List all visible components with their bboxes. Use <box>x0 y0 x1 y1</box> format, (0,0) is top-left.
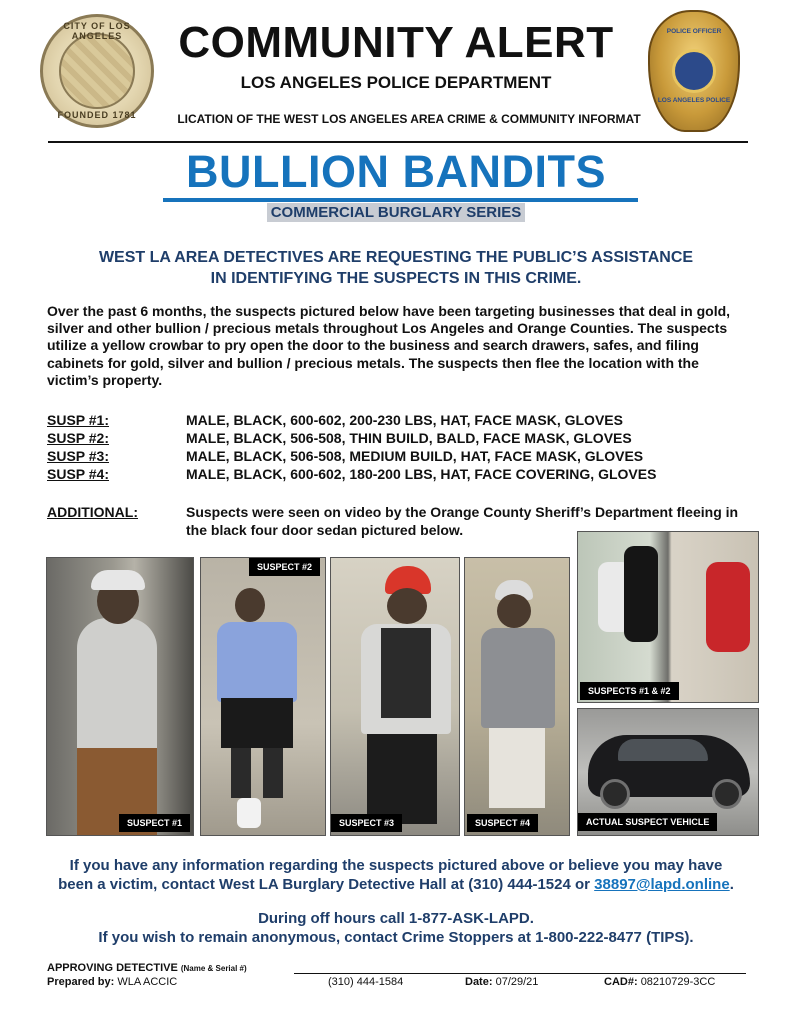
suspect-4-photo <box>464 557 570 836</box>
request-line-2: IN IDENTIFYING THE SUSPECTS IN THIS CRIME. <box>210 270 582 287</box>
approving-sublabel: (Name & Serial #) <box>180 964 247 973</box>
page-title: COMMUNITY ALERT <box>178 18 614 67</box>
seal-top-text: CITY OF LOS ANGELES <box>63 21 131 41</box>
prepared-phone: (310) 444-1584 <box>328 976 404 988</box>
suspect-row <box>47 447 752 465</box>
report-date <box>465 976 538 988</box>
suspects-1-2-photo <box>577 531 759 703</box>
contact-line-2-text: been a victim, contact West LA Burglary Detective Hall at (310) 444-1524 or <box>58 876 595 893</box>
police-badge-logo <box>648 10 740 132</box>
alert-subheadline: COMMERCIAL BURGLARY SERIES <box>267 203 526 222</box>
email-link[interactable]: 38897@lapd.online <box>594 876 730 893</box>
incident-summary: Over the past 6 months, the suspects pictured below have been targeting businesses that deal in gold, silver and other bullion / precious metals throughout Los Angeles and Orange Counties. The suspects utilize a yellow crowbar to pry open the door to the business and search drawers, safes, and filing cabinets for gold, silver and bullion / precious metals. The suspects then flee the location with the victim’s property. <box>47 303 731 388</box>
suspect-vehicle-photo <box>577 708 759 836</box>
contact-line-2-end: . <box>729 876 734 893</box>
prepared-value: WLA ACCIC <box>117 976 178 988</box>
suspect-description: MALE, BLACK, 506-508, THIN BUILD, BALD, FACE MASK, GLOVES <box>186 430 632 446</box>
suspect-description: MALE, BLACK, 600-602, 200-230 LBS, HAT, FACE MASK, GLOVES <box>186 412 623 428</box>
department-name: LOS ANGELES POLICE DEPARTMENT <box>240 73 552 92</box>
signature-line <box>294 973 746 974</box>
suspect-2-photo <box>200 557 326 836</box>
suspect-description: MALE, BLACK, 600-602, 180-200 LBS, HAT, FACE COVERING, GLOVES <box>186 466 657 482</box>
approving-detective <box>47 962 247 974</box>
suspect-1-photo <box>46 557 194 836</box>
prepared-label: Prepared by: <box>47 976 115 988</box>
additional-text: Suspects were seen on video by the Orange County Sheriff’s Department fleeing in the black four door sedan pictured below. <box>186 504 739 538</box>
suspect-4-caption: SUSPECT #4 <box>467 814 538 832</box>
suspect-descriptions <box>47 411 752 483</box>
suspect-label: SUSP #4: <box>47 466 109 482</box>
contact-line-2 <box>0 875 792 894</box>
suspects-1-2-caption: SUSPECTS #1 & #2 <box>580 682 679 700</box>
suspect-1-caption: SUSPECT #1 <box>119 814 190 832</box>
alert-headline: BULLION BANDITS <box>186 146 606 197</box>
badge-center-emblem <box>672 49 716 93</box>
contact-line-1: If you have any information regarding the suspects pictured above or believe you may have <box>69 857 723 874</box>
date-value: 07/29/21 <box>495 976 539 988</box>
cad-value: 08210729-3CC <box>640 976 716 988</box>
badge-top-text: POLICE OFFICER <box>666 28 722 35</box>
suspect-row <box>47 465 752 483</box>
suspect-3-photo <box>330 557 460 836</box>
suspect-description: MALE, BLACK, 506-508, MEDIUM BUILD, HAT, FACE MASK, GLOVES <box>186 448 644 464</box>
suspect-3-caption: SUSPECT #3 <box>331 814 402 832</box>
suspect-label: SUSP #3: <box>47 448 109 464</box>
cad-label: CAD#: <box>604 976 638 988</box>
offhours-line: During off hours call 1-877-ASK-LAPD. <box>258 910 534 927</box>
approving-label: APPROVING DETECTIVE <box>47 962 178 974</box>
request-line-1: WEST LA AREA DETECTIVES ARE REQUESTING THE PUBLIC’S ASSISTANCE <box>98 249 694 266</box>
publication-line: LICATION OF THE WEST LOS ANGELES AREA CRIME & COMMUNITY INFORMAT <box>177 112 641 126</box>
headline-underline <box>163 198 638 202</box>
anonymous-line: If you wish to remain anonymous, contact Crime Stoppers at 1-800-222-8477 (TIPS). <box>98 929 694 946</box>
prepared-by <box>47 976 177 988</box>
hotline-info <box>0 909 792 947</box>
seal-bottom-text: FOUNDED 1781 <box>57 110 137 120</box>
suspect-row <box>47 429 752 447</box>
assistance-request <box>40 247 752 289</box>
suspect-label: SUSP #1: <box>47 412 109 428</box>
additional-label: ADDITIONAL: <box>47 504 138 520</box>
vehicle-caption: ACTUAL SUSPECT VEHICLE <box>578 813 717 831</box>
header-divider <box>48 141 748 143</box>
cad-number <box>604 976 715 988</box>
suspect-row <box>47 411 752 429</box>
date-label: Date: <box>465 976 493 988</box>
suspect-label: SUSP #2: <box>47 430 109 446</box>
contact-info <box>0 856 792 894</box>
badge-bottom-text: LOS ANGELES POLICE <box>657 97 731 104</box>
suspect-2-caption: SUSPECT #2 <box>249 558 320 576</box>
